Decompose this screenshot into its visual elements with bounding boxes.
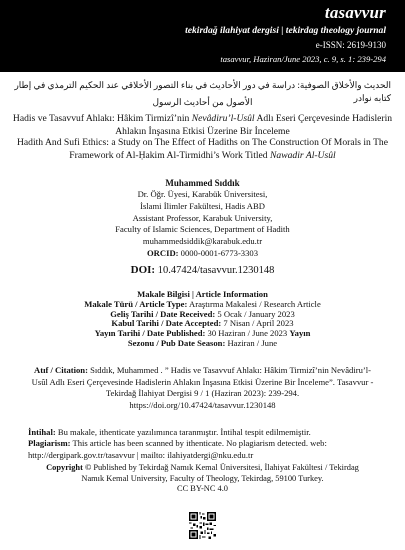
english-title-italic: Nawadir Al-Usûl [270,149,336,161]
season-label-a: Yayın [289,328,311,339]
orcid-label: ORCID: [147,247,179,258]
journal-subtitle: tekirdağ ilahiyat dergisi | tekirdag theology journal [185,25,386,36]
published-label: Yayın Tarihi / Date Published: [94,328,206,339]
turkish-title [10,113,395,138]
orcid-value[interactable]: 0000-0001-6773-3303 [178,247,258,258]
doi-value[interactable]: 10.47424/tasavvur.1230148 [155,265,275,276]
copyright [40,463,365,495]
citation-url[interactable]: https://doi.org/10.47424/tasavvur.1230148 [129,399,276,410]
article-info-heading: Makale Bilgisi | Article Information [137,289,268,299]
received-value: 5 Ocak / January 2023 [215,308,295,319]
article-type-value: Araştırma Makalesi / Research Article [187,298,321,309]
accepted-value: 7 Nisan / April 2023 [221,318,294,329]
plagiarism-label: Plagiarism: [28,438,71,449]
author-name: Muhammed Sıddık [165,178,240,188]
citation [28,365,377,411]
copyright-text: Published by Tekirdağ Namık Kemal Üniversitesi, İlahiyat Fakültesi / Tekirdag Namık Kemal University, Faculty of Theology, Tekirdag, 59100 Turkey. [81,463,359,483]
arabic-title-line-2: الأصول من أحاديث الرسول [152,97,253,107]
turkish-title-italic: Nevâdiru’l-Usûl [191,113,255,124]
published-value: 30 Haziran / June 2023 [205,328,290,339]
intihal-text: Bu makale, ithenticate yazılımınca taranmıştır. İntihal tespit edilmemiştir. [55,427,311,437]
plagiarism-text: This article has been scanned by ithenticate. No plagiarism detected. web: http://dergipark.gov.tr/tasavvur | mailto: ilahiyatdergi@nku.edu.tr [28,438,327,460]
arabic-title-line-1: الحديث والأخلاق الصوفية: دراسة في دور الأحاديث في بناء التصور الأخلاقي عند الحكيم الترمذي في إطار كتابه نوادر [14,80,391,103]
journal-issue: tasavvur, Haziran/June 2023, c. 9, s. 1: 239-294 [220,54,386,64]
aff-line: Assistant Professor, Karabuk University, [132,212,273,223]
aff-line: Dr. Öğr. Üyesi, Karabük Üniversitesi, [137,189,268,199]
aff-line: İslami İlimler Fakültesi, Hadis ABD [140,200,265,211]
accepted-label: Kabul Tarihi / Date Accepted: [111,318,222,329]
journal-header [0,0,405,72]
article-type-label: Makale Türü / Article Type: [84,298,188,309]
season-value: Haziran / June [225,337,278,348]
citation-label: Atıf / Citation: [34,365,88,375]
english-title-line-2a: Framework of Al-Ḥakim Al-Tirmidhi’s Work Titled [69,149,271,161]
english-title [10,137,395,162]
turkish-title-part-b: Adlı Eseri Çerçevesinde Hadislerin [254,113,393,124]
license: CC BY-NC 4.0 [177,484,228,494]
citation-text: Sıddık, Muhammed . ” Hadis ve Tasavvuf Ahlakı: Hâkim Tirmizî’nin Nevâdiru’l-Usûl Adlı Eseri Çerçevesinde Hadislerin Ahlakın İnşasına Etkisi Üzerine Bir İnceleme”. Tasavvur - Tekirdağ İlahiyat Dergisi 9 / 1 (Haziran 2023): 239-294. [31,365,374,399]
doi-line [10,264,395,278]
article-info [10,290,395,349]
plagiarism-note [28,427,377,461]
english-title-line-1: Hadith And Sufi Ethics: a Study on The Effect of Hadiths on The Construction Of Morals in The [16,137,388,148]
author-affiliation [10,189,395,260]
author-email[interactable]: muhammedsiddik@karabuk.edu.tr [142,236,263,247]
intihal-label: İntihal: [28,427,56,437]
qr-code-icon[interactable] [189,512,216,539]
turkish-title-line-2: Ahlakın İnşasına Etkisi Üzerine Bir İnceleme [115,125,290,137]
turkish-title-part-a: Hadis ve Tasavvuf Ahlakı: Hâkim Tirmizî’nin [12,113,192,124]
copyright-label: Copyright © [46,463,92,472]
journal-title: tasavvur [324,3,386,22]
season-label-b: Sezonu / Pub Date Season: [127,337,226,348]
aff-line: Faculty of Islamic Sciences, Department of Hadith [115,224,290,235]
doi-label: DOI: [130,264,156,276]
journal-eissn: e-ISSN: 2619-9130 [315,40,386,50]
received-label: Geliş Tarihi / Date Received: [110,308,216,319]
